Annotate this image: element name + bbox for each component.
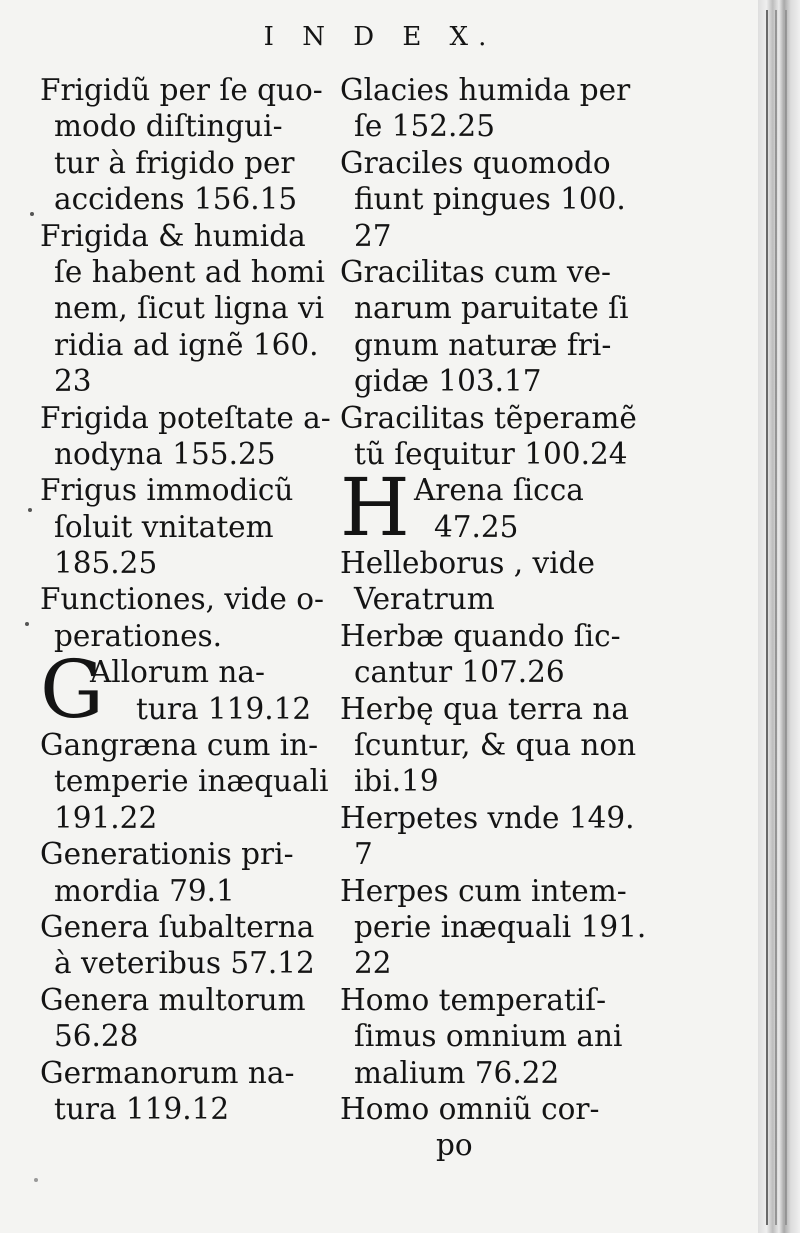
index-line: Graciles quomodo (340, 145, 611, 180)
index-line: Frigida & humida (40, 218, 306, 253)
entry-group (40, 727, 329, 1127)
index-line: ſoluit vnitatem (54, 509, 274, 544)
entry-group (40, 72, 331, 654)
index-line: Genera multorum (40, 982, 306, 1017)
index-line: Germanorum na- (40, 1055, 295, 1090)
section-h-dropcap-block (340, 461, 622, 555)
index-line: Veratrum (354, 582, 495, 617)
index-column-right (340, 72, 647, 1164)
index-line: fiunt pingues 100. (354, 182, 626, 217)
index-line: modo diſtingui- (54, 109, 283, 144)
index-line: à veteribus 57.12 (54, 946, 315, 981)
running-header: I N D E X. (263, 22, 497, 52)
index-line: temperie inæquali (54, 764, 329, 799)
ink-speck (25, 622, 29, 626)
section-g-dropcap-block (40, 643, 316, 737)
index-line: malium 76.22 (354, 1055, 560, 1090)
index-line: 22 (354, 946, 392, 981)
index-line: 7 (354, 837, 373, 872)
index-line: 47.25 (434, 509, 519, 544)
index-line: Allorum na- (90, 655, 265, 690)
index-line: Herpetes vnde 149. (340, 800, 635, 835)
entry-group (340, 72, 637, 472)
index-line: Gracilitas tẽperamẽ (340, 400, 637, 435)
index-line: Homo omniũ cor- (340, 1091, 600, 1126)
edge-line (785, 10, 787, 1225)
ink-speck (28, 508, 32, 512)
entry-group (340, 545, 647, 1164)
index-line: Frigus immodicũ (40, 473, 294, 508)
index-line: cantur 107.26 (354, 655, 565, 690)
edge-line (766, 10, 768, 1225)
drop-cap-g: G (40, 643, 104, 737)
index-line: Gangræna cum in- (40, 728, 319, 763)
index-line: narum paruitate ſi (354, 291, 629, 326)
index-line: tur à frigido per (54, 145, 295, 180)
index-line: 56.28 (54, 1019, 139, 1054)
index-line: mordia 79.1 (54, 873, 235, 908)
index-line: ſe habent ad homi (54, 254, 325, 289)
index-line: perie inæquali 191. (354, 910, 647, 944)
ink-speck (30, 212, 34, 216)
edge-line (775, 10, 777, 1225)
index-line: Gracilitas cum ve- (340, 254, 612, 289)
index-line: Arena ſicca (414, 473, 584, 508)
index-line: ridia ad ignẽ 160. (54, 327, 319, 362)
index-line: Frigidũ per ſe quo- (40, 73, 323, 107)
index-line: nem, ſicut ligna vi (54, 291, 325, 326)
index-line: accidens 156.15 (54, 182, 298, 217)
index-line: gidæ 103.17 (354, 364, 542, 399)
index-line: po (436, 1128, 473, 1163)
index-column-left (40, 72, 331, 1127)
index-line: ſe 152.25 (354, 109, 495, 144)
index-line: Herbæ quando ſic- (340, 618, 621, 653)
index-line: tura 119.12 (54, 1091, 230, 1126)
index-line: Herpes cum intem- (340, 873, 627, 908)
index-line: ſcuntur, & qua non (354, 728, 637, 763)
drop-cap-h: H (340, 461, 410, 555)
index-line: 191.22 (54, 800, 158, 835)
index-line: Glacies humida per (340, 73, 631, 107)
ink-speck (34, 1178, 38, 1182)
index-line: Genera ſubalterna (40, 910, 315, 944)
index-line: ibi.19 (354, 764, 439, 799)
index-line: Helleborus , vide (340, 546, 595, 581)
index-line: 27 (354, 218, 392, 253)
index-line: perationes. (54, 618, 223, 653)
page-edge (758, 0, 800, 1233)
index-line: Homo temperatiſ- (340, 982, 607, 1017)
index-line: ſimus omnium ani (354, 1019, 623, 1054)
index-line: Frigida poteſtate a- (40, 400, 331, 435)
index-line: 23 (54, 364, 92, 399)
index-line: tura 119.12 (136, 691, 312, 726)
index-line: Generationis pri- (40, 837, 294, 872)
index-line: Functiones, vide o- (40, 582, 324, 617)
index-line: Herbę qua terra na (340, 691, 629, 726)
index-line: nodyna 155.25 (54, 436, 276, 471)
index-line: gnum naturæ fri- (354, 327, 612, 362)
index-line: tũ ſequitur 100.24 (354, 436, 628, 471)
index-line: 185.25 (54, 546, 158, 581)
